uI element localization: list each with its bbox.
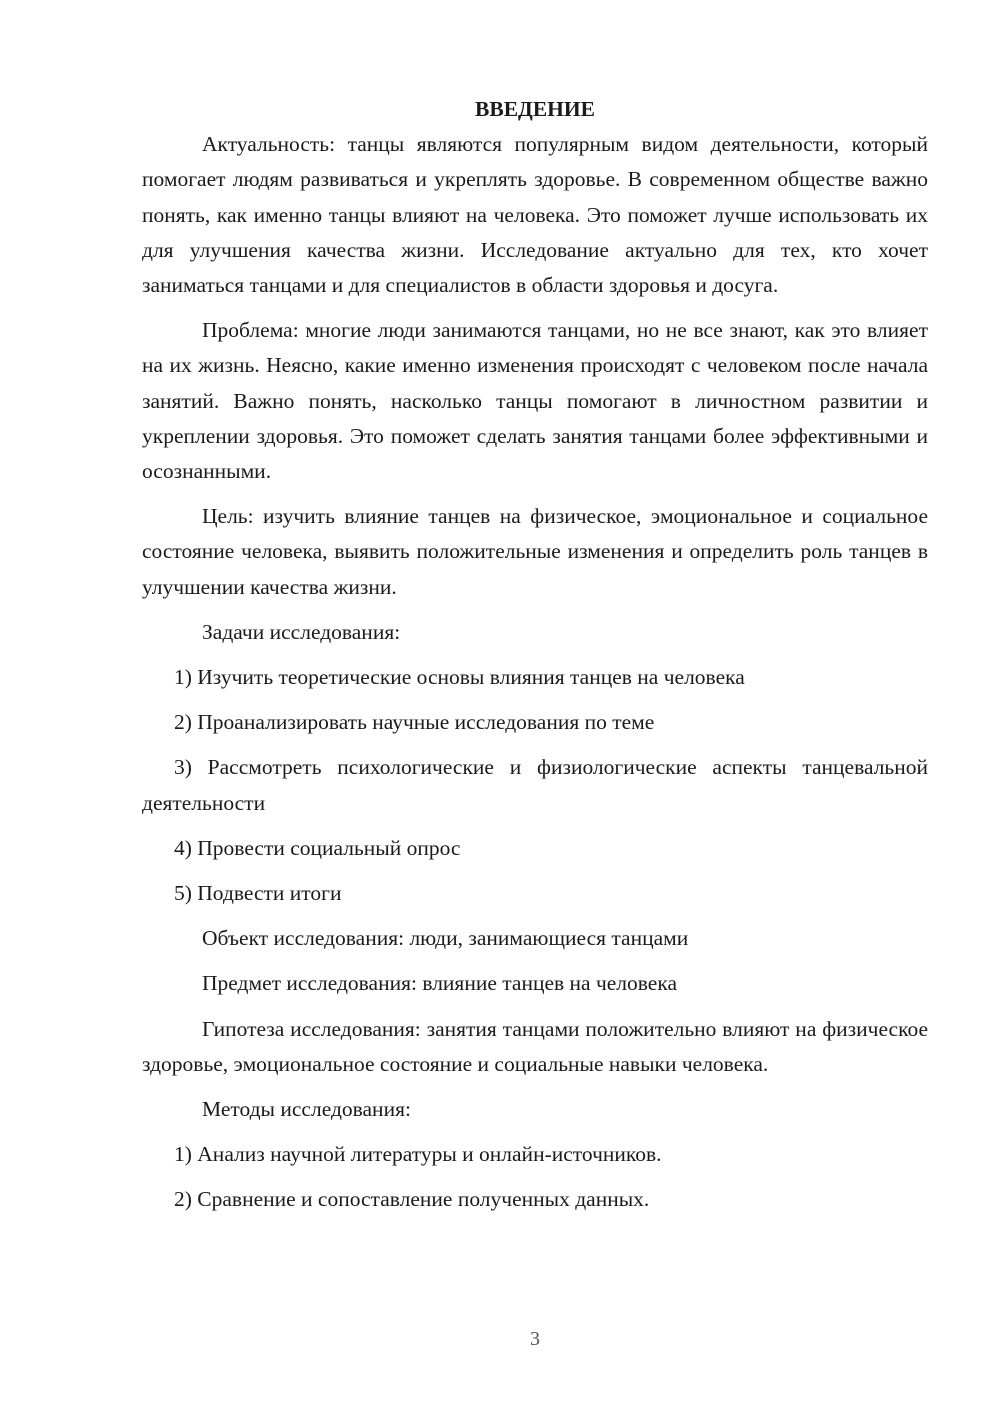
page-number: 3 xyxy=(530,1328,540,1350)
document-page xyxy=(142,92,928,1228)
problem-paragraph: Проблема: многие люди занимаются танцами, но не все знают, как это влияет на их жизнь. Неясно, какие именно изменения происходят с человеком после начала занятий. Важно понять, насколько танцы помогают в личностном развитии и укреплении здоровья. Это поможет сделать занятия танцами более эффективными и осознанными. xyxy=(142,318,928,484)
methods-heading: Методы исследования: xyxy=(202,1097,411,1122)
task-item-5: 5) Подвести итоги xyxy=(174,881,342,906)
object-line: Объект исследования: люди, занимающиеся танцами xyxy=(202,926,689,951)
goal-paragraph: Цель: изучить влияние танцев на физическое, эмоциональное и социальное состояние человека, выявить положительные изменения и определить роль танцев в улучшении качества жизни. xyxy=(142,504,928,599)
subject-line: Предмет исследования: влияние танцев на человека xyxy=(202,971,678,996)
tasks-heading: Задачи исследования: xyxy=(202,619,401,644)
task-item-2: 2) Проанализировать научные исследования по теме xyxy=(174,710,655,735)
page-title: ВВЕДЕНИЕ xyxy=(475,97,595,121)
task-item-1: 1) Изучить теоретические основы влияния танцев на человека xyxy=(174,665,745,690)
relevance-paragraph: Актуальность: танцы являются популярным видом деятельности, который помогает людям развиваться и укреплять здоровье. В современном обществе важно понять, как именно танцы влияют на человека. Это поможет лучше использовать их для улучшения качества жизни. Исследование актуально для тех, кто хочет заниматься танцами и для специалистов в области здоровья и досуга. xyxy=(142,132,928,298)
method-item-2: 2) Сравнение и сопоставление полученных данных. xyxy=(174,1187,650,1212)
task-item-3: 3) Рассмотреть психологические и физиологические аспекты танцевальной деятельности xyxy=(142,755,928,815)
task-item-4: 4) Провести социальный опрос xyxy=(174,835,461,860)
method-item-1: 1) Анализ научной литературы и онлайн-источников. xyxy=(174,1142,662,1167)
hypothesis-paragraph: Гипотеза исследования: занятия танцами положительно влияют на физическое здоровье, эмоциональное состояние и социальные навыки человека. xyxy=(142,1016,928,1076)
